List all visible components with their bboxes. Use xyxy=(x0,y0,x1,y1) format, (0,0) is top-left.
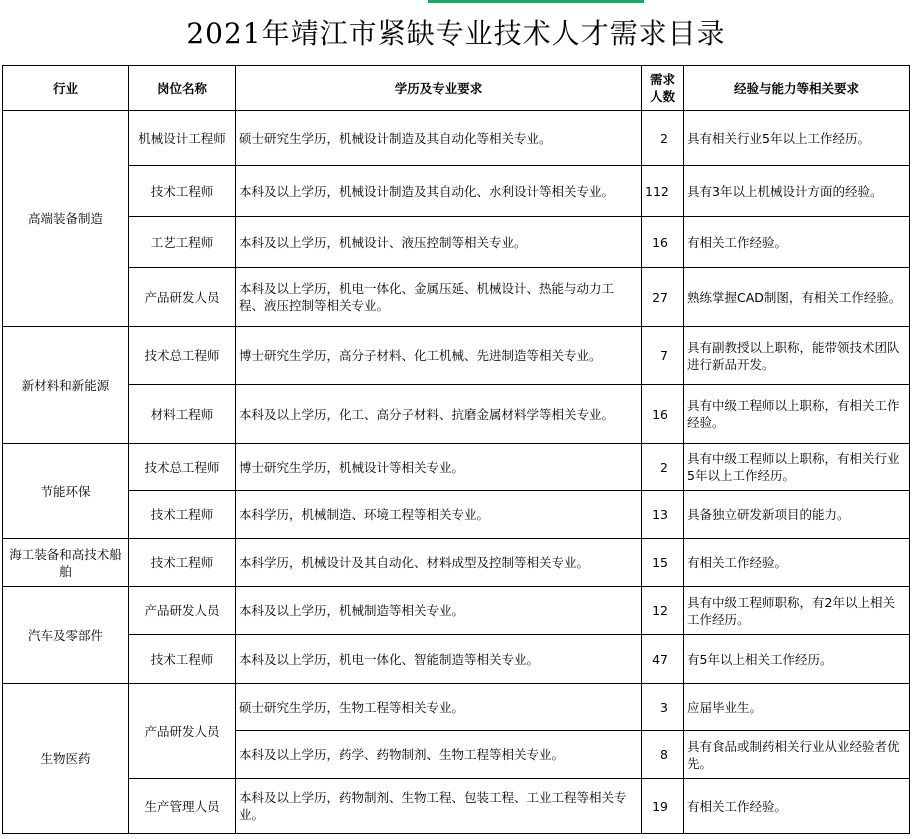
position-cell: 技术工程师 xyxy=(129,539,236,587)
header-position: 岗位名称 xyxy=(129,66,236,111)
education-cell: 本科及以上学历，机械设计制造及其自动化、水利设计等相关专业。 xyxy=(236,166,642,217)
position-cell: 产品研发人员 xyxy=(129,268,236,327)
count-cell: 16 xyxy=(642,217,684,268)
education-cell: 本科学历，机械制造、环境工程等相关专业。 xyxy=(236,491,642,539)
table-row xyxy=(3,491,910,539)
position-cell: 技术工程师 xyxy=(129,635,236,684)
industry-cell: 节能环保 xyxy=(3,444,129,539)
experience-cell: 具有中级工程师职称，有2年以上相关工作经历。 xyxy=(684,587,910,635)
count-cell: 112 xyxy=(642,166,684,217)
experience-cell: 具有中级工程师以上职称，有相关行业5年以上工作经历。 xyxy=(684,444,910,491)
count-cell: 8 xyxy=(642,731,684,779)
count-cell: 47 xyxy=(642,635,684,684)
table-row xyxy=(3,587,910,635)
table-header-row xyxy=(3,66,910,111)
count-cell: 27 xyxy=(642,268,684,327)
header-demand xyxy=(642,66,684,111)
position-cell: 生产管理人员 xyxy=(129,779,236,834)
talent-demand-table xyxy=(2,65,910,834)
count-cell: 16 xyxy=(642,385,684,444)
experience-cell: 具有食品或制药相关行业从业经验者优先。 xyxy=(684,731,910,779)
table-row xyxy=(3,111,910,166)
position-cell: 产品研发人员 xyxy=(129,587,236,635)
experience-cell: 有相关工作经验。 xyxy=(684,539,910,587)
count-cell: 2 xyxy=(642,444,684,491)
table-row xyxy=(3,684,910,731)
table-row xyxy=(3,444,910,491)
position-cell: 机械设计工程师 xyxy=(129,111,236,166)
industry-cell: 海工装备和高技术船舶 xyxy=(3,539,129,587)
table-row xyxy=(3,268,910,327)
table-row xyxy=(3,166,910,217)
experience-cell: 具备独立研发新项目的能力。 xyxy=(684,491,910,539)
experience-cell: 有相关工作经验。 xyxy=(684,779,910,834)
education-cell: 本科及以上学历，机械制造等相关专业。 xyxy=(236,587,642,635)
position-cell: 技术工程师 xyxy=(129,491,236,539)
position-cell: 技术总工程师 xyxy=(129,444,236,491)
education-cell: 博士研究生学历，机械设计等相关专业。 xyxy=(236,444,642,491)
experience-cell: 应届毕业生。 xyxy=(684,684,910,731)
count-cell: 2 xyxy=(642,111,684,166)
count-cell: 7 xyxy=(642,327,684,385)
experience-cell: 具有3年以上机械设计方面的经验。 xyxy=(684,166,910,217)
header-demand-line2: 人数 xyxy=(649,89,675,104)
education-cell: 本科及以上学历，机电一体化、金属压延、机械设计、热能与动力工程、液压控制等相关专业。 xyxy=(236,268,642,327)
document-title: 2021年靖江市紧缺专业技术人才需求目录 xyxy=(186,17,726,50)
position-cell: 技术工程师 xyxy=(129,166,236,217)
count-cell: 3 xyxy=(642,684,684,731)
experience-cell: 有相关工作经验。 xyxy=(684,217,910,268)
table-row xyxy=(3,539,910,587)
experience-cell: 具有中级工程师以上职称，有相关工作经验。 xyxy=(684,385,910,444)
header-demand-line1: 需求 xyxy=(649,72,675,87)
experience-cell: 具有副教授以上职称，能带领技术团队进行新品开发。 xyxy=(684,327,910,385)
industry-cell: 新材料和新能源 xyxy=(3,327,129,444)
header-industry: 行业 xyxy=(3,66,129,111)
header-experience: 经验与能力等相关要求 xyxy=(684,66,910,111)
education-cell: 硕士研究生学历，机械设计制造及其自动化等相关专业。 xyxy=(236,111,642,166)
table-row xyxy=(3,217,910,268)
experience-cell: 熟练掌握CAD制图，有相关工作经验。 xyxy=(684,268,910,327)
education-cell: 本科及以上学历，机电一体化、智能制造等相关专业。 xyxy=(236,635,642,684)
position-cell: 产品研发人员 xyxy=(129,684,236,779)
table-row xyxy=(3,385,910,444)
education-cell: 本科及以上学历，化工、高分子材料、抗磨金属材料学等相关专业。 xyxy=(236,385,642,444)
position-cell: 材料工程师 xyxy=(129,385,236,444)
industry-cell: 高端装备制造 xyxy=(3,111,129,327)
industry-cell: 生物医药 xyxy=(3,684,129,834)
education-cell: 本科学历，机械设计及其自动化、材料成型及控制等相关专业。 xyxy=(236,539,642,587)
experience-cell: 有5年以上相关工作经历。 xyxy=(684,635,910,684)
count-cell: 15 xyxy=(642,539,684,587)
education-cell: 本科及以上学历，机械设计、液压控制等相关专业。 xyxy=(236,217,642,268)
experience-cell: 具有相关行业5年以上工作经历。 xyxy=(684,111,910,166)
count-cell: 19 xyxy=(642,779,684,834)
header-education: 学历及专业要求 xyxy=(236,66,642,111)
table-row xyxy=(3,779,910,834)
education-cell: 本科及以上学历，药物制剂、生物工程、包装工程、工业工程等相关专业。 xyxy=(236,779,642,834)
industry-cell: 汽车及零部件 xyxy=(3,587,129,684)
education-cell: 本科及以上学历，药学、药物制剂、生物工程等相关专业。 xyxy=(236,731,642,779)
education-cell: 博士研究生学历，高分子材料、化工机械、先进制造等相关专业。 xyxy=(236,327,642,385)
position-cell: 技术总工程师 xyxy=(129,327,236,385)
education-cell: 硕士研究生学历，生物工程等相关专业。 xyxy=(236,684,642,731)
position-cell: 工艺工程师 xyxy=(129,217,236,268)
count-cell: 13 xyxy=(642,491,684,539)
table-row xyxy=(3,635,910,684)
count-cell: 12 xyxy=(642,587,684,635)
table-row xyxy=(3,327,910,385)
